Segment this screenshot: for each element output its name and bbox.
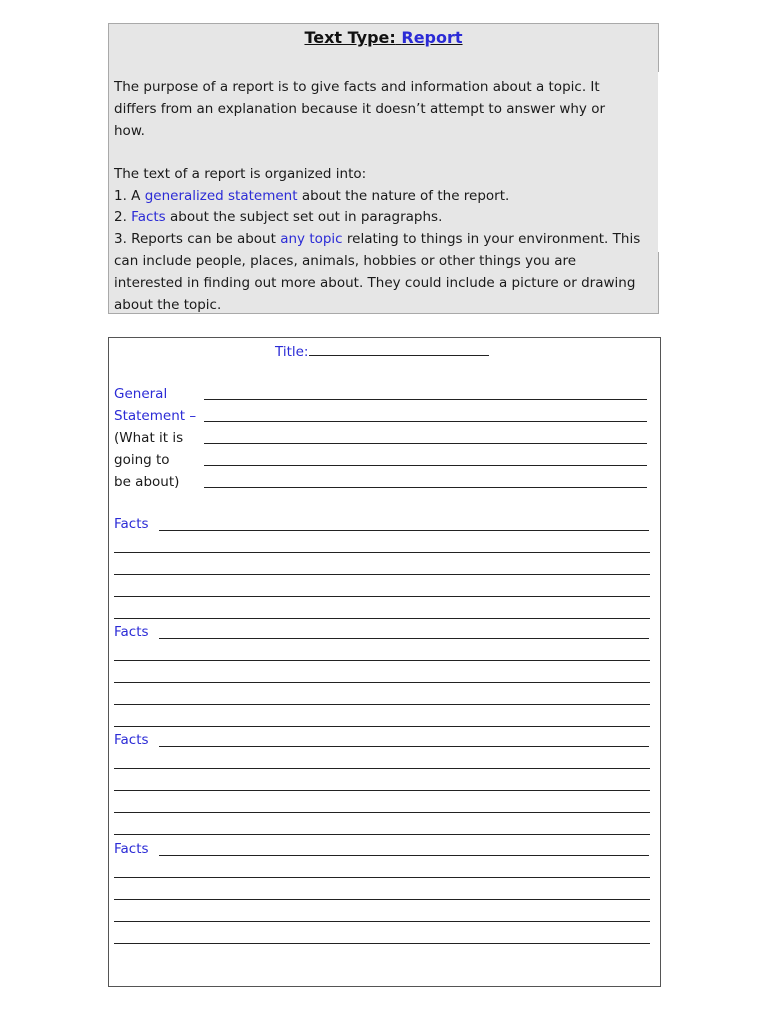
- purpose-line-1: The purpose of a report is to give facts and information about a topic. It: [114, 79, 600, 95]
- facts-label-3: Facts: [114, 732, 149, 748]
- report-link[interactable]: Report: [401, 28, 463, 47]
- facts-line[interactable]: [114, 574, 650, 575]
- general-statement-line[interactable]: [204, 443, 647, 444]
- item2-suffix: about the subject set out in paragraphs.: [165, 209, 443, 225]
- purpose-line-3: how.: [114, 123, 145, 139]
- item2-keyword: Facts: [131, 209, 166, 225]
- report-form: [108, 337, 661, 987]
- facts-line[interactable]: [114, 704, 650, 705]
- general-statement-hint-3: be about): [114, 474, 180, 490]
- title-blank[interactable]: [309, 342, 489, 356]
- facts-line[interactable]: [114, 812, 650, 813]
- title-label: Title:: [275, 344, 309, 360]
- general-statement-line[interactable]: [204, 399, 647, 400]
- facts-line[interactable]: [114, 921, 650, 922]
- list-item-3: [114, 230, 640, 248]
- general-statement-hint-2: going to: [114, 452, 170, 468]
- facts-line[interactable]: [114, 552, 650, 553]
- general-statement-label-2: Statement –: [114, 408, 197, 424]
- item3-keyword: any topic: [280, 231, 343, 247]
- list-item-1: [114, 187, 509, 205]
- facts-line[interactable]: [114, 943, 650, 944]
- facts-label-1: Facts: [114, 516, 149, 532]
- facts-line[interactable]: [114, 726, 650, 727]
- purpose-line-2: differs from an explanation because it doesn’t attempt to answer why or: [114, 101, 606, 117]
- facts-label-4: Facts: [114, 841, 149, 857]
- form-title: [275, 342, 489, 360]
- facts-line[interactable]: [159, 530, 649, 531]
- facts-line[interactable]: [159, 638, 649, 639]
- general-statement-label-1: General: [114, 386, 168, 402]
- item3-suffix: relating to things in your environment. This: [342, 231, 641, 247]
- list-item-3-line-2: can include people, places, animals, hobbies or other things you are: [114, 253, 577, 269]
- organization-intro: The text of a report is organized into:: [114, 166, 367, 182]
- general-statement-line[interactable]: [204, 487, 647, 488]
- item1-prefix: 1. A: [114, 188, 145, 204]
- facts-label-2: Facts: [114, 624, 149, 640]
- facts-line[interactable]: [114, 618, 650, 619]
- list-item-2: [114, 208, 442, 226]
- title-prefix: Text Type:: [304, 28, 396, 47]
- box-edge-highlight: [658, 72, 662, 252]
- facts-line[interactable]: [159, 855, 649, 856]
- item3-prefix: 3. Reports can be about: [114, 231, 281, 247]
- facts-line[interactable]: [114, 834, 650, 835]
- item1-suffix: about the nature of the report.: [297, 188, 510, 204]
- item1-keyword: generalized statement: [144, 188, 298, 204]
- info-box: [108, 23, 659, 314]
- facts-line[interactable]: [114, 768, 650, 769]
- facts-line[interactable]: [114, 899, 650, 900]
- facts-line[interactable]: [114, 790, 650, 791]
- general-statement-hint-1: (What it is: [114, 430, 184, 446]
- facts-line[interactable]: [114, 660, 650, 661]
- list-item-3-line-3: interested in finding out more about. They could include a picture or drawing: [114, 275, 636, 291]
- facts-line[interactable]: [114, 877, 650, 878]
- facts-line[interactable]: [159, 746, 649, 747]
- facts-line[interactable]: [114, 596, 650, 597]
- item2-prefix: 2.: [114, 209, 132, 225]
- general-statement-line[interactable]: [204, 421, 647, 422]
- text-type-title: [109, 28, 658, 47]
- facts-line[interactable]: [114, 682, 650, 683]
- list-item-3-line-4: about the topic.: [114, 297, 222, 313]
- general-statement-line[interactable]: [204, 465, 647, 466]
